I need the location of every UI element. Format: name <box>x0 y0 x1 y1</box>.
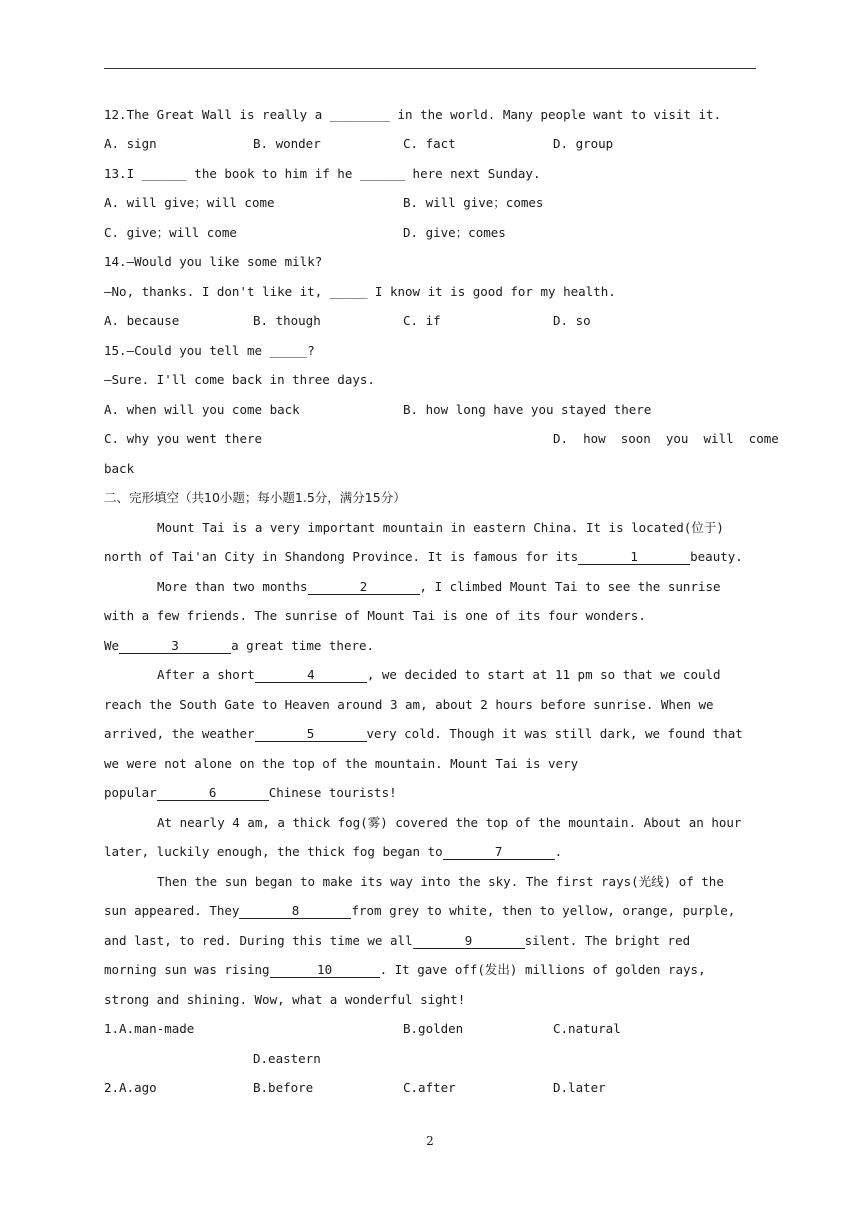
blank-10[interactable]: 10 <box>270 963 380 978</box>
passage-line: arrived, the weather 5 very cold. Though it was still dark, we found that <box>104 726 743 741</box>
blank-1[interactable]: 1 <box>578 550 690 565</box>
blank-8[interactable]: 8 <box>239 904 351 919</box>
blank-2[interactable]: 2 <box>308 580 420 595</box>
question-15-reply: —Sure. I'll come back in three days. <box>104 372 375 387</box>
q12-option-c: C. fact <box>403 136 456 151</box>
q12-option-b: B. wonder <box>253 136 321 151</box>
q15-option-d: D. how soon you will come <box>553 431 779 446</box>
q14-option-a: A. because <box>104 313 180 328</box>
blank-5[interactable]: 5 <box>255 727 367 742</box>
q12-option-a: A. sign <box>104 136 157 151</box>
q15-option-a: A. when will you come back <box>104 402 300 417</box>
passage-line: After a short 4 , we decided to start at 11 pm so that we could <box>157 667 721 682</box>
blank-6[interactable]: 6 <box>157 786 269 801</box>
question-14-reply: —No, thanks. I don't like it, _____ I know it is good for my health. <box>104 284 616 299</box>
passage-line: we were not alone on the top of the mountain. Mount Tai is very <box>104 756 579 771</box>
passage-line: strong and shining. Wow, what a wonderful sight! <box>104 992 466 1007</box>
passage-line: More than two months 2 , I climbed Mount Tai to see the sunrise <box>157 579 721 594</box>
q15-option-b: B. how long have you stayed there <box>403 402 652 417</box>
q14-option-d: D. so <box>553 313 591 328</box>
cloze-2-option-c: C.after <box>403 1080 456 1095</box>
question-13-stem: 13.I ______ the book to him if he ______ here next Sunday. <box>104 166 541 181</box>
section-title: 二、完形填空（共10小题；每小题1.5分，满分15分） <box>104 490 406 505</box>
header-rule <box>104 68 756 69</box>
q12-option-d: D. group <box>553 136 614 151</box>
cloze-1-option-a: 1.A.man-made <box>104 1021 195 1036</box>
passage-line: sun appeared. They 8 from grey to white, then to yellow, orange, purple, <box>104 903 736 918</box>
cloze-2-option-d: D.later <box>553 1080 606 1095</box>
passage-line: morning sun was rising 10 . It gave off(发出) millions of golden rays, <box>104 962 706 977</box>
question-12-stem: 12.The Great Wall is really a ________ in the world. Many people want to visit it. <box>104 107 722 122</box>
blank-7[interactable]: 7 <box>443 845 555 860</box>
q13-option-d: D. give；comes <box>403 225 506 240</box>
q14-option-c: C. if <box>403 313 441 328</box>
q13-option-c: C. give；will come <box>104 225 237 240</box>
passage-line: with a few friends. The sunrise of Mount Tai is one of its four wonders. <box>104 608 646 623</box>
page-number: 2 <box>426 1134 434 1148</box>
cloze-1-option-b: B.golden <box>403 1021 464 1036</box>
question-14-stem: 14.—Would you like some milk? <box>104 254 323 269</box>
blank-4[interactable]: 4 <box>255 668 367 683</box>
blank-3[interactable]: 3 <box>119 639 231 654</box>
passage-line: At nearly 4 am, a thick fog(雾) covered the top of the mountain. About an hour <box>157 815 742 830</box>
cloze-1-option-c: C.natural <box>553 1021 621 1036</box>
passage-line: and last, to red. During this time we all 9 silent. The bright red <box>104 933 691 948</box>
passage-line: later, luckily enough, the thick fog began to 7 . <box>104 844 563 859</box>
q13-option-a: A. will give；will come <box>104 195 275 210</box>
blank-9[interactable]: 9 <box>413 934 525 949</box>
q14-option-b: B. though <box>253 313 321 328</box>
cloze-2-option-b: B.before <box>253 1080 314 1095</box>
passage-line: Then the sun began to make its way into the sky. The first rays(光线) of the <box>157 874 724 889</box>
passage-line: popular 6 Chinese tourists! <box>104 785 397 800</box>
q15-option-c: C. why you went there <box>104 431 263 446</box>
passage-line: reach the South Gate to Heaven around 3 am, about 2 hours before sunrise. When we <box>104 697 714 712</box>
question-15-stem: 15.—Could you tell me _____? <box>104 343 315 358</box>
q15-option-d-wrap: back <box>104 461 135 476</box>
cloze-2-option-a: 2.A.ago <box>104 1080 157 1095</box>
q13-option-b: B. will give；comes <box>403 195 544 210</box>
passage-line: Mount Tai is a very important mountain in eastern China. It is located(位于) <box>157 520 724 535</box>
cloze-1-option-d: D.eastern <box>253 1051 321 1066</box>
passage-line: north of Tai'an City in Shandong Province. It is famous for its 1 beauty. <box>104 549 743 564</box>
passage-line: We 3 a great time there. <box>104 638 375 653</box>
